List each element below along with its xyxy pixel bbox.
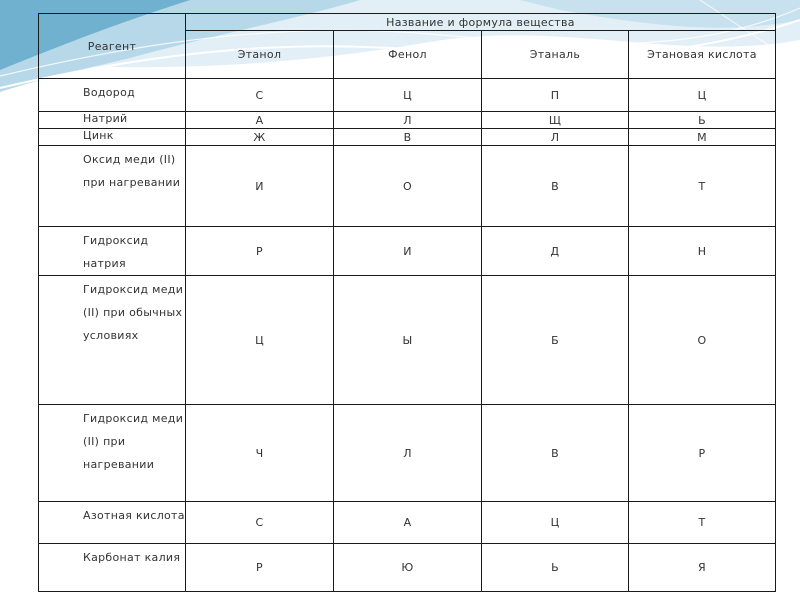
- table-row: [39, 405, 776, 502]
- table-cell: Ц: [482, 502, 629, 544]
- table-cell: Р: [186, 544, 334, 592]
- table-cell: О: [629, 276, 776, 405]
- reagent-reaction-table: [38, 13, 776, 592]
- table-row: [39, 112, 776, 129]
- table-cell: С: [186, 502, 334, 544]
- table-row: [39, 502, 776, 544]
- table-cell: Т: [629, 502, 776, 544]
- table-cell: И: [186, 146, 334, 227]
- table-cell: В: [482, 405, 629, 502]
- table-cell: Ч: [186, 405, 334, 502]
- table-cell: О: [334, 146, 482, 227]
- table-cell: Я: [629, 544, 776, 592]
- reagent-name: Оксид меди (II) при нагревании: [39, 146, 186, 227]
- table-row: [39, 129, 776, 146]
- table-row: [39, 79, 776, 112]
- table-cell: Ж: [186, 129, 334, 146]
- reagent-name: Натрий: [39, 112, 186, 129]
- reagent-name: Гидроксид меди (II) при нагревании: [39, 405, 186, 502]
- reagent-name: Водород: [39, 79, 186, 112]
- reagent-name: Карбонат калия: [39, 544, 186, 592]
- reagent-name: Гидроксид натрия: [39, 227, 186, 276]
- reagent-name: Азотная кислота: [39, 502, 186, 544]
- table-cell: П: [482, 79, 629, 112]
- table-row: [39, 276, 776, 405]
- table-row: [39, 227, 776, 276]
- table-cell: Н: [629, 227, 776, 276]
- table-cell: В: [482, 146, 629, 227]
- reagent-name: Цинк: [39, 129, 186, 146]
- table-cell: Л: [334, 112, 482, 129]
- header-reagent: Реагент: [39, 14, 186, 79]
- table-cell: Д: [482, 227, 629, 276]
- table-cell: Р: [629, 405, 776, 502]
- table-cell: Ц: [629, 79, 776, 112]
- table-cell: Щ: [482, 112, 629, 129]
- table-cell: Ь: [629, 112, 776, 129]
- table-cell: Р: [186, 227, 334, 276]
- reagent-name: Гидроксид меди (II) при обычных условиях: [39, 276, 186, 405]
- header-substances-title: Название и формула вещества: [186, 14, 776, 31]
- table-cell: А: [186, 112, 334, 129]
- table-cell: М: [629, 129, 776, 146]
- table-cell: Ь: [482, 544, 629, 592]
- header-substance-ethanoic-acid: Этановая кислота: [629, 31, 776, 79]
- table-cell: С: [186, 79, 334, 112]
- table-row: [39, 146, 776, 227]
- header-substance-ethanal: Этаналь: [482, 31, 629, 79]
- header-substance-phenol: Фенол: [334, 31, 482, 79]
- table-cell: А: [334, 502, 482, 544]
- table-cell: И: [334, 227, 482, 276]
- table-cell: Ю: [334, 544, 482, 592]
- header-substance-ethanol: Этанол: [186, 31, 334, 79]
- table-cell: Т: [629, 146, 776, 227]
- table-cell: Б: [482, 276, 629, 405]
- table-cell: Ы: [334, 276, 482, 405]
- table-cell: Л: [482, 129, 629, 146]
- table-cell: В: [334, 129, 482, 146]
- table-cell: Ц: [334, 79, 482, 112]
- table-row: [39, 544, 776, 592]
- table-cell: Л: [334, 405, 482, 502]
- table-cell: Ц: [186, 276, 334, 405]
